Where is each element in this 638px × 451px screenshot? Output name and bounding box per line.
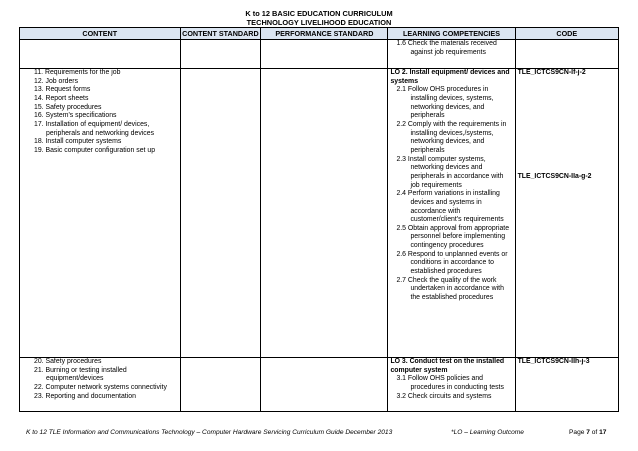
col-header-content: CONTENT — [20, 28, 181, 40]
col-header-content-standard: CONTENT STANDARD — [180, 28, 261, 40]
content-item: 13. Request forms — [34, 86, 91, 94]
content-item: 22. Computer network systems connectivity — [34, 383, 167, 391]
col-header-code: CODE — [515, 28, 618, 40]
col-header-learning-competencies: LEARNING COMPETENCIES — [388, 28, 515, 40]
content-item: 17. Installation of equipment/ devices, peripherals and networking devices — [34, 120, 155, 137]
competency-item: 2.5 Obtain approval from appropriate personnel before implementing contingency procedures — [396, 224, 510, 250]
code-label: TLE_ICTCS9CN-IIh-j-3 — [517, 358, 590, 365]
footer-lo-note: *LO – Learning Outcome — [451, 429, 524, 436]
learning-outcome: LO 2. Install equipment/ devices and systems — [390, 69, 510, 85]
competency-item: 2.2 Comply with the requirements in installing devices,/systems, networking devices, and peripherals — [396, 120, 507, 154]
header-row — [20, 28, 619, 40]
competency-item: 3.1 Follow OHS policies and procedures in conducting tests — [396, 375, 504, 391]
content-item: 19. Basic computer configuration set up — [34, 146, 156, 154]
content-item: 12. Job orders — [34, 77, 79, 85]
competency-item: 2.6 Respond to unplanned events or conditions in accordance to established procedures — [396, 250, 508, 276]
footer-page-number: Page 7 of 17 — [569, 429, 607, 436]
competency-item: 2.4 Perform variations in installing devices and systems in accordance with customer/client's requirements — [396, 190, 504, 224]
table-row — [20, 40, 619, 69]
competency-item: 1.6 Check the materials received against job requirements — [396, 40, 497, 56]
content-item: 20. Safety procedures — [34, 358, 102, 365]
curriculum-table — [19, 27, 619, 412]
content-item: 14. Report sheets — [34, 94, 89, 102]
document-title: K to 12 BASIC EDUCATION CURRICULUM — [245, 9, 393, 18]
table-row — [20, 358, 619, 412]
code-label: TLE_ICTCS9CN-If-j-2 — [517, 69, 586, 76]
col-header-performance-standard: PERFORMANCE STANDARD — [261, 28, 388, 40]
learning-outcome: LO 3. Conduct test on the installed computer system — [390, 358, 505, 374]
content-item: 16. System's specifications — [34, 112, 117, 120]
content-item: 15. Safety procedures — [34, 103, 102, 111]
content-item: 11. Requirements for the job — [34, 69, 121, 76]
content-item: 21. Burning or testing installed equipment/devices — [34, 366, 127, 383]
competency-item: 3.2 Check circuits and systems — [396, 392, 492, 400]
code-label: TLE_ICTCS9CN-IIa-g-2 — [517, 172, 592, 180]
table-row — [20, 69, 619, 358]
content-item: 18. Install computer systems — [34, 138, 122, 146]
competency-item: 2.7 Check the quality of the work undertaken in accordance with the established procedures — [396, 276, 504, 302]
footer-document-label: K to 12 TLE Information and Communications Technology – Computer Hardware Servicing Curriculum Guide December 2013 — [26, 429, 393, 436]
competency-item: 2.1 Follow OHS procedures in installing devices, systems, networking devices, and peripherals — [396, 86, 494, 120]
competency-item: 2.3 Install computer systems, networking devices and peripherals in accordance with job requirements — [396, 155, 504, 189]
document-subtitle: TECHNOLOGY LIVELIHOOD EDUCATION — [246, 18, 392, 27]
content-item: 23. Reporting and documentation — [34, 392, 136, 400]
